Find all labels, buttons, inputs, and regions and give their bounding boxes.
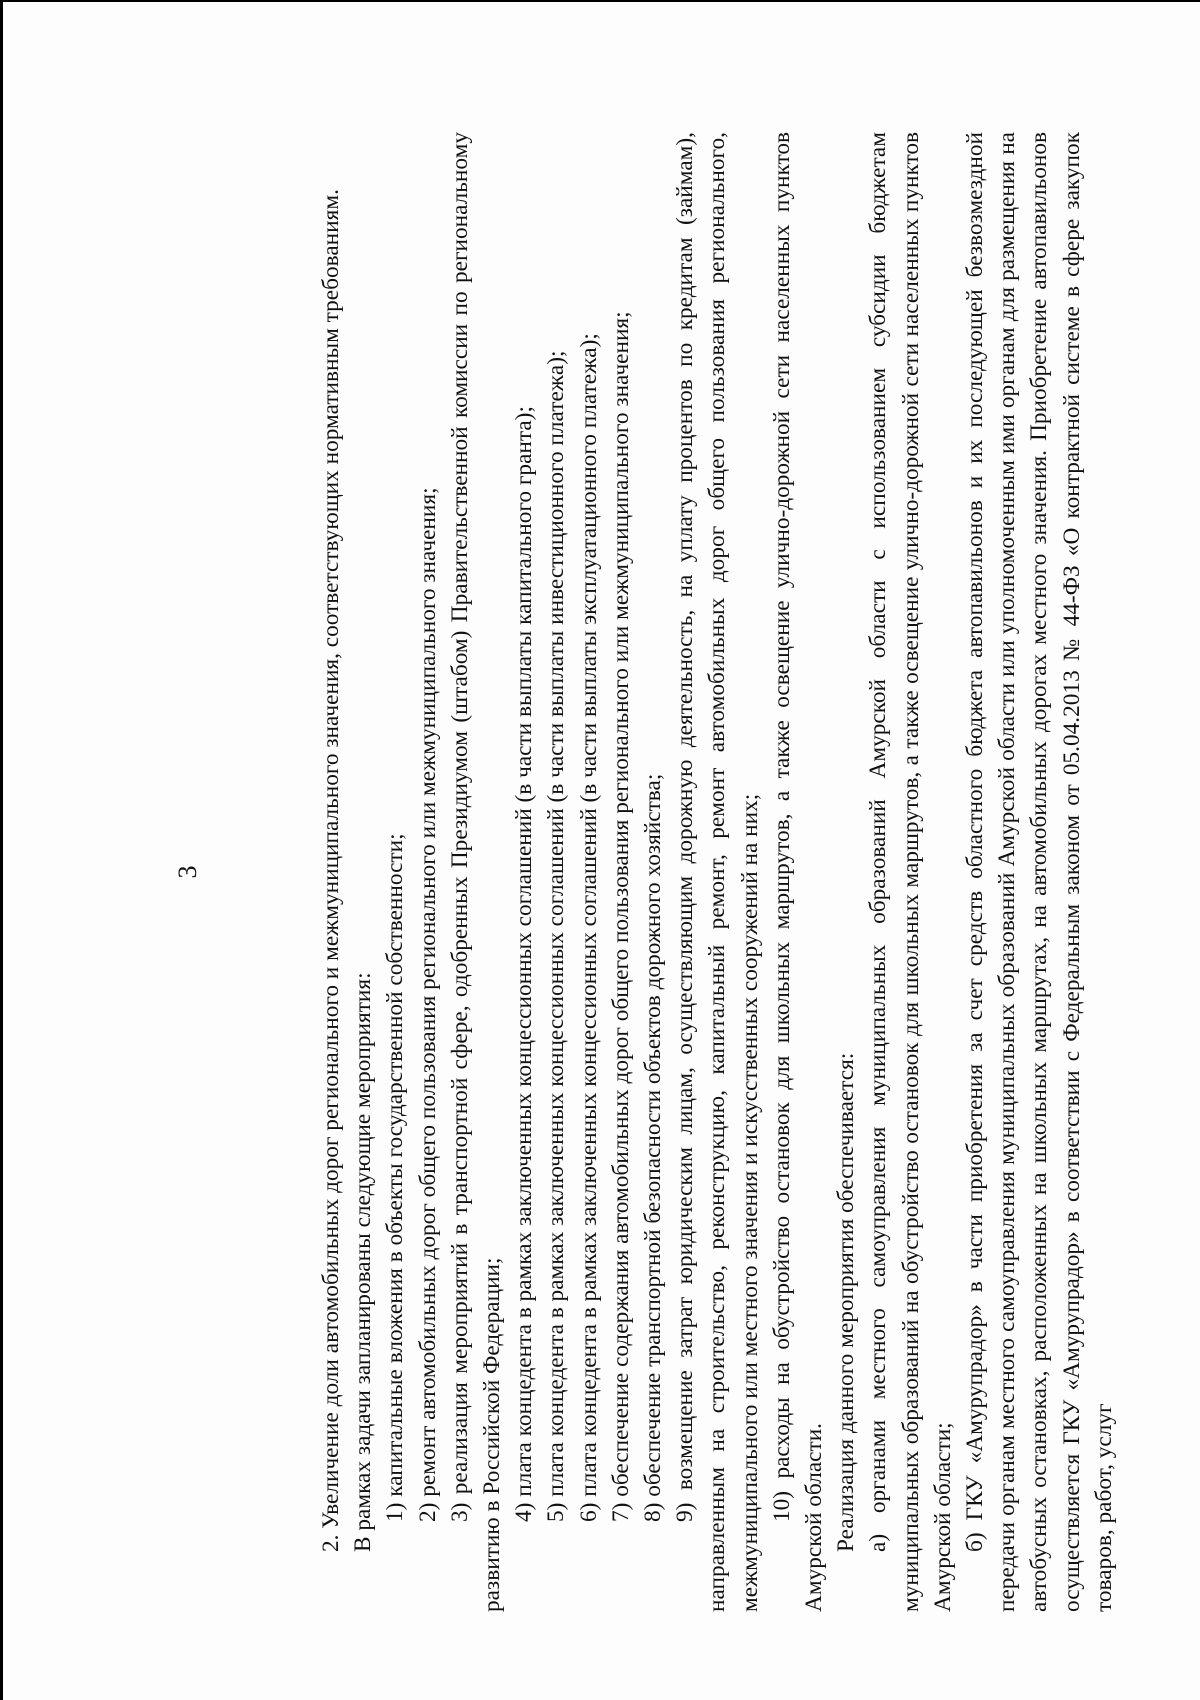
paragraph-goal-2: 2. Увеличение доли автомобильных дорог регионального и межмуниципального значения, соответствующих нормативным требованиям. <box>318 189 344 1552</box>
list-item-10: 10) расходы на обустройство остановок для школьных маршрутов, а также освещение улично-дорожной сети населенных пунктов Амурской области. <box>768 132 828 1612</box>
list-item-4: 4) плата концедента в рамках заключенных концессионных соглашений (в части выплаты капитального гранта); <box>511 406 538 1522</box>
list-item-6: 6) плата концедента в рамках заключенных концессионных соглашений (в части выплаты эксплуатационного платежа); <box>575 333 602 1522</box>
list-item-5: 5) плата концедента в рамках заключенных концессионных соглашений (в части выплаты инвестиционного платежа); <box>543 350 570 1522</box>
list-item-3: 3) реализация мероприятий в транспортной сфере, одобренных Президиумом (штабом) Правительственной комиссии по региональному развитию в Российской Федерации; <box>446 132 506 1612</box>
list-item-2: 2) ремонт автомобильных дорог общего пользования регионального или межмуниципального значения; <box>414 487 441 1522</box>
paragraph-task-intro: В рамках задачи запланированы следующие мероприятия: <box>350 972 377 1552</box>
rotated-content <box>173 132 1133 1612</box>
paragraph-a: а) органами местного самоуправления муниципальных образований Амурской области с использованием субсидии бюджетам муниципальных образований на обустройство остановок для школьных маршрутов, а также освещение улично-дорожной сети населенных пунктов Амурской области; <box>865 132 956 1612</box>
list-item-7: 7) обеспечение содержания автомобильных дорог общего пользования регионального или межмуниципального значения; <box>607 311 634 1522</box>
document-body <box>315 132 1120 1612</box>
list-item-8: 8) обеспечение транспортной безопасности объектов дорожного хозяйства; <box>640 773 667 1522</box>
paragraph-b: б) ГКУ «Амурупрадор» в части приобретения за счет средств областного бюджета автопавильонов и их последующей безвозмездной передачи органам местного самоуправления муниципальных образований Амурской области или уполномоченным ими органам для размещения на автобусных остановках, расположенных на школьных маршрутах, на автомобильных дорогах местного значения. Приобретение автопавильонов осуществляется ГКУ «Амурупрадор» в соответствии с Федеральным законом от 05.04.2013 № 44-ФЗ «О контрактной системе в сфере закупок товаров, работ, услуг <box>962 132 1117 1612</box>
paragraph-implementation: Реализация данного мероприятия обеспечивается: <box>833 1052 860 1552</box>
page-number: 3 <box>173 865 202 879</box>
list-item-9: 9) возмещение затрат юридическим лицам, осуществляющим дорожную деятельность, на уплату процентов по кредитам (займам), направленным на строительство, реконструкцию, капитальный ремонт, ремонт автомобильных дорог общего пользования регионального, межмуниципального или местного значения и искусственных сооружений на них; <box>672 132 763 1612</box>
list-item-1: 1) капитальные вложения в объекты государственной собственности; <box>382 833 409 1522</box>
